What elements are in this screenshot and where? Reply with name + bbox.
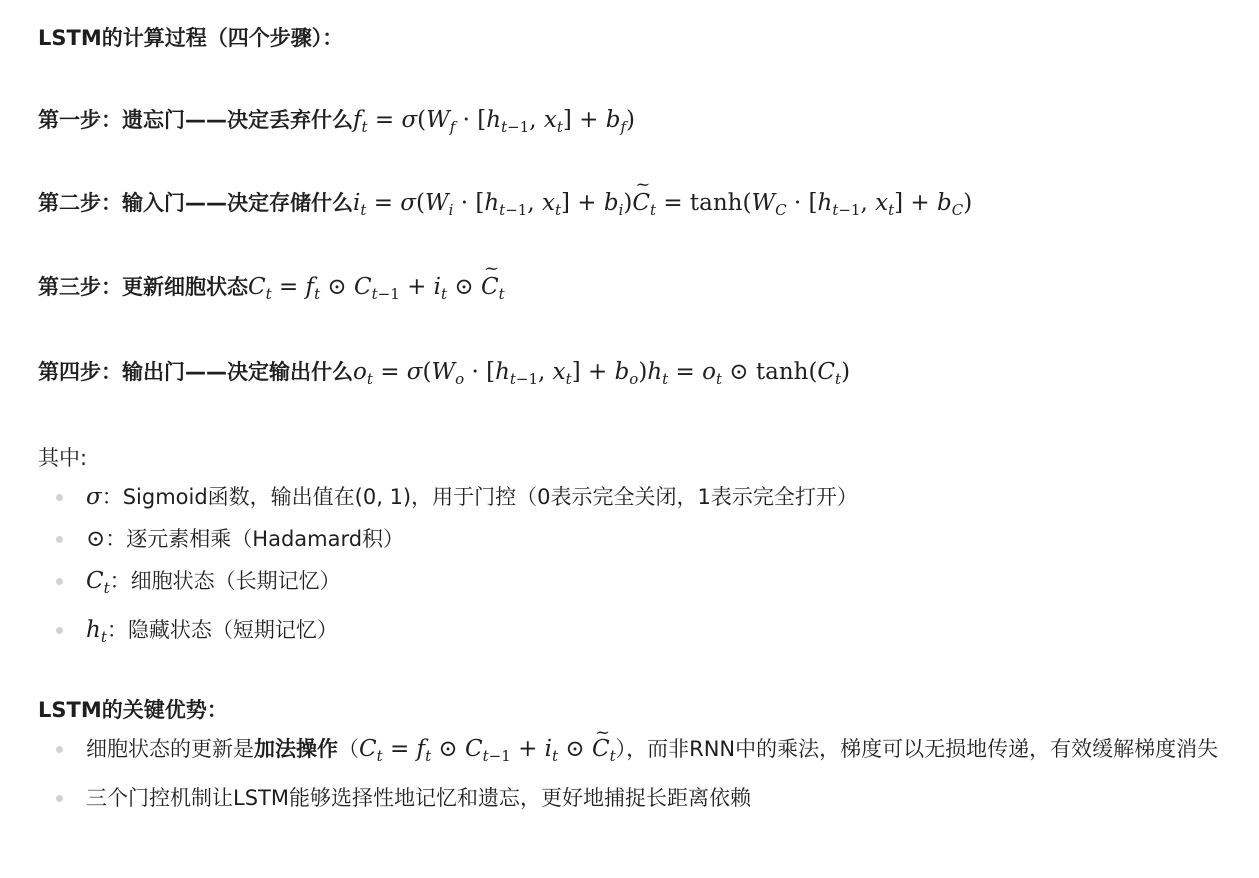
step-1-label: 第一步：遗忘门——决定丢弃什么 [38, 108, 353, 132]
definition-text: ：逐元素相乘（Hadamard积） [105, 527, 405, 551]
advantage-2-text: 三个门控机制让LSTM能够选择性地记忆和遗忘，更好地捕捉长距离依赖 [86, 786, 751, 810]
definition-text: ：Sigmoid函数，输出值在(0, 1)，用于门控（0表示完全关闭，1表示完全打开） [101, 485, 858, 509]
list-item [38, 518, 858, 560]
definitions-list [38, 476, 858, 658]
step-3-formula: $C_t = f_t$ ⊙ $C_{t-1} + i_t$ ⊙ ~ $C_t$ [248, 274, 505, 300]
step-1 [38, 104, 635, 136]
step-3 [38, 271, 505, 303]
section-title: LSTM的计算过程（四个步骤）： [38, 26, 344, 50]
hadamard-symbol: ⊙ [86, 526, 106, 552]
advantages-title: LSTM的关键优势： [38, 698, 228, 722]
step-2-formula: $i_t = \sigma(W_i \cdot [h_{t-1}$, $x_t$] + $b_i)\sim$ $C_t = \tanh(W_C \cdot [h_{t-1}$, $x_t] + b_C$) [353, 190, 972, 216]
step-1-formula: $f_t = \sigma(W_f \cdot [h_{t-1}$, $x_t] + b_f$) [353, 107, 636, 136]
step-4 [38, 356, 850, 388]
advantage-1-pre: 细胞状态的更新是 [86, 737, 254, 761]
step-4-label: 第四步：输出门——决定输出什么 [38, 360, 353, 384]
where-label: 其中: [38, 446, 88, 470]
step-2-label: 第二步：输入门——决定存储什么 [38, 191, 353, 215]
sigma-symbol: σ [86, 484, 102, 510]
list-item [38, 560, 858, 609]
cell-state-symbol: $C_t$ [86, 568, 110, 597]
list-item [38, 777, 1226, 819]
list-item [38, 609, 858, 658]
advantage-1-formula: （$C_t = f_t$ ⊙ $C_{t-1} + i_t$ ⊙ ~ $C_t$） [338, 737, 626, 761]
list-item [38, 728, 1226, 777]
advantage-1-post: ，而非RNN中的乘法，梯度可以无损地传递，有效缓解梯度消失 [626, 737, 1219, 761]
definition-text: ：细胞状态（长期记忆） [109, 569, 341, 593]
step-2 [38, 187, 972, 219]
hidden-state-symbol: $h_t$ [86, 617, 107, 646]
definition-text: ：隐藏状态（短期记忆） [106, 618, 338, 642]
advantage-1-bold: 加法操作 [254, 737, 338, 761]
step-4-formula: $o_t = \sigma(W_o \cdot [h_{t-1}$, $x_t] + b_o)h_t = o_t$ ⊙ $\tanh(C_t)$ [353, 359, 851, 388]
list-item [38, 476, 858, 518]
advantages-list [38, 728, 1226, 819]
step-3-label: 第三步：更新细胞状态 [38, 275, 248, 299]
